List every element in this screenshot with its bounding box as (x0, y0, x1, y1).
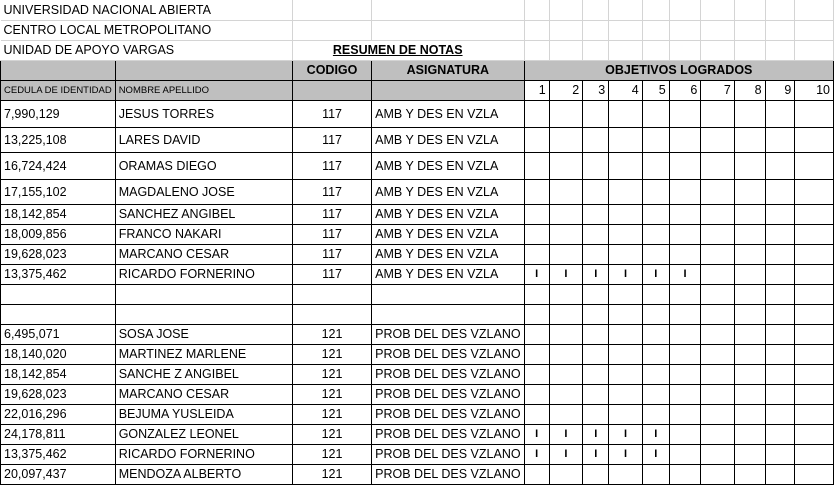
objective-mark-8 (734, 204, 765, 224)
objective-mark-8 (734, 224, 765, 244)
student-row (1, 464, 834, 484)
objective-mark-8 (734, 100, 765, 127)
objective-mark-2 (549, 364, 582, 384)
objective-mark-4 (609, 384, 642, 404)
student-row (1, 244, 834, 264)
objective-mark-2 (549, 204, 582, 224)
objective-mark-9 (765, 424, 795, 444)
cedula-cell: 24,178,811 (1, 424, 116, 444)
objective-mark-8 (734, 324, 765, 344)
objective-mark-5 (642, 324, 669, 344)
student-row (1, 127, 834, 152)
objective-mark-9 (765, 404, 795, 424)
objective-mark-8 (734, 364, 765, 384)
codigo-cell: 121 (292, 324, 371, 344)
objective-mark-3 (583, 244, 609, 264)
objective-mark-8 (734, 384, 765, 404)
cedula-cell: 13,375,462 (1, 444, 116, 464)
objective-mark-10 (795, 344, 834, 364)
objective-mark-1 (524, 100, 549, 127)
asignatura-header: ASIGNATURA (372, 60, 524, 80)
objective-number-9: 9 (765, 80, 795, 100)
asignatura-cell: AMB Y DES EN VZLA (372, 179, 524, 204)
asignatura-cell: PROB DEL DES VZLANO (372, 384, 524, 404)
objective-mark-10 (795, 364, 834, 384)
cedula-cell: 13,225,108 (1, 127, 116, 152)
objective-mark-6 (669, 364, 701, 384)
cedula-cell: 17,155,102 (1, 179, 116, 204)
objective-mark-6 (669, 464, 701, 484)
objective-number-4: 4 (609, 80, 642, 100)
objective-mark-2 (549, 464, 582, 484)
objective-mark-5 (642, 127, 669, 152)
objective-mark-5: I (642, 424, 669, 444)
objective-mark-1 (524, 127, 549, 152)
objective-mark-5 (642, 244, 669, 264)
objective-mark-1 (524, 244, 549, 264)
cedula-cell: 19,628,023 (1, 244, 116, 264)
objective-mark-2 (549, 179, 582, 204)
nombre-cell: MAGDALENO JOSE (115, 179, 292, 204)
empty-row (1, 304, 834, 324)
objective-mark-1 (524, 464, 549, 484)
codigo-cell: 117 (292, 224, 371, 244)
objective-number-6: 6 (669, 80, 701, 100)
objective-mark-1 (524, 224, 549, 244)
objective-mark-2: I (549, 264, 582, 284)
objetivos-header: OBJETIVOS LOGRADOS (524, 60, 833, 80)
objective-mark-10 (795, 127, 834, 152)
objective-mark-1 (524, 344, 549, 364)
objective-mark-9 (765, 224, 795, 244)
objective-number-8: 8 (734, 80, 765, 100)
asignatura-cell: PROB DEL DES VZLANO (372, 444, 524, 464)
objective-mark-5 (642, 464, 669, 484)
objective-mark-7 (701, 244, 734, 264)
objective-number-5: 5 (642, 80, 669, 100)
objective-mark-5: I (642, 264, 669, 284)
objective-mark-6 (669, 424, 701, 444)
objective-mark-5 (642, 364, 669, 384)
objective-mark-10 (795, 179, 834, 204)
objective-number-2: 2 (549, 80, 582, 100)
objective-mark-1: I (524, 444, 549, 464)
objective-mark-1 (524, 324, 549, 344)
objective-mark-3 (583, 127, 609, 152)
objective-mark-5 (642, 152, 669, 179)
cedula-cell: 22,016,296 (1, 404, 116, 424)
objective-mark-7 (701, 424, 734, 444)
student-row (1, 324, 834, 344)
objective-mark-6 (669, 244, 701, 264)
objective-mark-4 (609, 204, 642, 224)
asignatura-cell: PROB DEL DES VZLANO (372, 344, 524, 364)
objective-mark-5 (642, 179, 669, 204)
objective-mark-9 (765, 464, 795, 484)
student-row (1, 224, 834, 244)
objective-mark-9 (765, 384, 795, 404)
nombre-cell: SOSA JOSE (115, 324, 292, 344)
objective-mark-1: I (524, 264, 549, 284)
cedula-header: CEDULA DE IDENTIDAD (1, 80, 116, 100)
objective-mark-10 (795, 424, 834, 444)
objective-mark-9 (765, 324, 795, 344)
objective-mark-4 (609, 224, 642, 244)
objective-mark-3 (583, 384, 609, 404)
objective-mark-8 (734, 464, 765, 484)
codigo-cell: 121 (292, 444, 371, 464)
nombre-cell: ORAMAS DIEGO (115, 152, 292, 179)
objective-mark-7 (701, 127, 734, 152)
nombre-cell: FRANCO NAKARI (115, 224, 292, 244)
objective-mark-2 (549, 384, 582, 404)
objective-mark-7 (701, 364, 734, 384)
objective-mark-3 (583, 364, 609, 384)
objective-mark-3 (583, 100, 609, 127)
objective-mark-7 (701, 152, 734, 179)
local-center-name: CENTRO LOCAL METROPOLITANO (1, 20, 293, 40)
objective-mark-2: I (549, 424, 582, 444)
objective-mark-9 (765, 204, 795, 224)
objective-mark-1 (524, 179, 549, 204)
subheader-row (1, 80, 834, 100)
cedula-cell: 20,097,437 (1, 464, 116, 484)
student-row (1, 264, 834, 284)
codigo-cell: 117 (292, 127, 371, 152)
objective-mark-9 (765, 127, 795, 152)
objective-mark-2 (549, 324, 582, 344)
codigo-cell: 117 (292, 244, 371, 264)
objective-mark-1: I (524, 424, 549, 444)
objective-mark-4: I (609, 264, 642, 284)
objective-mark-4 (609, 364, 642, 384)
objective-mark-6 (669, 204, 701, 224)
objective-mark-8 (734, 179, 765, 204)
asignatura-cell: AMB Y DES EN VZLA (372, 244, 524, 264)
cedula-cell: 18,009,856 (1, 224, 116, 244)
objective-mark-3: I (583, 444, 609, 464)
asignatura-cell: PROB DEL DES VZLANO (372, 464, 524, 484)
objective-mark-3: I (583, 264, 609, 284)
objective-mark-4 (609, 464, 642, 484)
objective-number-1: 1 (524, 80, 549, 100)
nombre-cell: MARCANO CESAR (115, 244, 292, 264)
objective-mark-4 (609, 404, 642, 424)
objective-mark-1 (524, 152, 549, 179)
objective-mark-3 (583, 152, 609, 179)
student-row (1, 179, 834, 204)
objective-mark-2 (549, 404, 582, 424)
objective-mark-3 (583, 464, 609, 484)
objective-mark-5 (642, 100, 669, 127)
objective-mark-4 (609, 179, 642, 204)
objective-mark-6: I (669, 264, 701, 284)
codigo-cell: 121 (292, 404, 371, 424)
asignatura-cell: AMB Y DES EN VZLA (372, 152, 524, 179)
cedula-cell: 6,495,071 (1, 324, 116, 344)
empty-row (1, 284, 834, 304)
nombre-cell: MARTINEZ MARLENE (115, 344, 292, 364)
objective-mark-7 (701, 264, 734, 284)
codigo-cell: 121 (292, 384, 371, 404)
objective-mark-6 (669, 179, 701, 204)
objective-mark-8 (734, 244, 765, 264)
nombre-cell: SANCHEZ ANGIBEL (115, 204, 292, 224)
asignatura-cell: AMB Y DES EN VZLA (372, 204, 524, 224)
objective-mark-8 (734, 152, 765, 179)
objective-mark-8 (734, 404, 765, 424)
objective-mark-3 (583, 179, 609, 204)
student-row (1, 444, 834, 464)
cedula-cell: 7,990,129 (1, 100, 116, 127)
objective-mark-6 (669, 152, 701, 179)
nombre-cell: RICARDO FORNERINO (115, 264, 292, 284)
header-row-3 (1, 40, 834, 60)
codigo-cell: 121 (292, 364, 371, 384)
column-header-row (1, 60, 834, 80)
support-unit-name: UNIDAD DE APOYO VARGAS (1, 40, 293, 60)
objective-mark-7 (701, 224, 734, 244)
header-row-1 (1, 0, 834, 20)
objective-mark-5 (642, 344, 669, 364)
objective-mark-6 (669, 444, 701, 464)
objective-number-3: 3 (583, 80, 609, 100)
objective-mark-7 (701, 100, 734, 127)
codigo-cell: 117 (292, 100, 371, 127)
header-row-2 (1, 20, 834, 40)
objective-mark-10 (795, 152, 834, 179)
objective-mark-4 (609, 152, 642, 179)
objective-mark-2 (549, 152, 582, 179)
objective-mark-2 (549, 344, 582, 364)
objective-number-7: 7 (701, 80, 734, 100)
student-row (1, 424, 834, 444)
codigo-header: CODIGO (292, 60, 371, 80)
objective-mark-8 (734, 424, 765, 444)
objective-mark-6 (669, 224, 701, 244)
objective-mark-5 (642, 224, 669, 244)
objective-mark-5 (642, 404, 669, 424)
objective-mark-9 (765, 179, 795, 204)
student-row (1, 404, 834, 424)
objective-mark-8 (734, 344, 765, 364)
objective-mark-3 (583, 204, 609, 224)
objective-mark-9 (765, 244, 795, 264)
cedula-cell: 18,140,020 (1, 344, 116, 364)
codigo-cell: 121 (292, 464, 371, 484)
objective-mark-6 (669, 100, 701, 127)
objective-mark-7 (701, 384, 734, 404)
objective-mark-2 (549, 244, 582, 264)
student-row (1, 204, 834, 224)
nombre-cell: RICARDO FORNERINO (115, 444, 292, 464)
objective-mark-6 (669, 344, 701, 364)
cedula-cell: 18,142,854 (1, 204, 116, 224)
objective-mark-3: I (583, 424, 609, 444)
student-row (1, 100, 834, 127)
objective-mark-5: I (642, 444, 669, 464)
cedula-cell: 19,628,023 (1, 384, 116, 404)
nombre-cell: GONZALEZ LEONEL (115, 424, 292, 444)
objective-mark-3 (583, 404, 609, 424)
objective-mark-4 (609, 100, 642, 127)
objective-mark-2 (549, 224, 582, 244)
objective-mark-10 (795, 264, 834, 284)
objective-mark-8 (734, 127, 765, 152)
objective-mark-4: I (609, 444, 642, 464)
asignatura-cell: AMB Y DES EN VZLA (372, 224, 524, 244)
nombre-header: NOMBRE APELLIDO (115, 80, 292, 100)
objective-mark-1 (524, 404, 549, 424)
objective-mark-7 (701, 404, 734, 424)
objective-mark-5 (642, 384, 669, 404)
objective-mark-8 (734, 264, 765, 284)
objective-mark-3 (583, 324, 609, 344)
objective-mark-2: I (549, 444, 582, 464)
cedula-cell: 13,375,462 (1, 264, 116, 284)
codigo-cell: 117 (292, 264, 371, 284)
asignatura-cell: AMB Y DES EN VZLA (372, 264, 524, 284)
objective-mark-4: I (609, 424, 642, 444)
objective-mark-3 (583, 224, 609, 244)
objective-mark-10 (795, 244, 834, 264)
objective-mark-10 (795, 384, 834, 404)
objective-mark-2 (549, 100, 582, 127)
asignatura-cell: PROB DEL DES VZLANO (372, 324, 524, 344)
asignatura-cell: AMB Y DES EN VZLA (372, 127, 524, 152)
objective-mark-8 (734, 444, 765, 464)
objective-mark-4 (609, 324, 642, 344)
student-row (1, 344, 834, 364)
student-row (1, 364, 834, 384)
objective-mark-7 (701, 444, 734, 464)
objective-mark-1 (524, 204, 549, 224)
asignatura-cell: PROB DEL DES VZLANO (372, 364, 524, 384)
objective-mark-3 (583, 344, 609, 364)
objective-mark-10 (795, 324, 834, 344)
student-row (1, 152, 834, 179)
nombre-cell: MARCANO CESAR (115, 384, 292, 404)
objective-mark-10 (795, 224, 834, 244)
objective-mark-9 (765, 444, 795, 464)
objective-number-10: 10 (795, 80, 834, 100)
objective-mark-9 (765, 152, 795, 179)
objective-mark-2 (549, 127, 582, 152)
asignatura-cell: AMB Y DES EN VZLA (372, 100, 524, 127)
objective-mark-7 (701, 324, 734, 344)
objective-mark-6 (669, 324, 701, 344)
student-row (1, 384, 834, 404)
nombre-cell: MENDOZA ALBERTO (115, 464, 292, 484)
nombre-cell: LARES DAVID (115, 127, 292, 152)
objective-mark-4 (609, 344, 642, 364)
asignatura-cell: PROB DEL DES VZLANO (372, 404, 524, 424)
objective-mark-9 (765, 364, 795, 384)
objective-mark-5 (642, 204, 669, 224)
nombre-cell: SANCHE Z ANGIBEL (115, 364, 292, 384)
objective-mark-9 (765, 100, 795, 127)
objective-mark-7 (701, 464, 734, 484)
objective-mark-10 (795, 464, 834, 484)
objective-mark-7 (701, 344, 734, 364)
objective-mark-1 (524, 384, 549, 404)
nombre-cell: BEJUMA YUSLEIDA (115, 404, 292, 424)
objective-mark-10 (795, 444, 834, 464)
cedula-cell: 18,142,854 (1, 364, 116, 384)
cedula-cell: 16,724,424 (1, 152, 116, 179)
objective-mark-9 (765, 264, 795, 284)
objective-mark-6 (669, 404, 701, 424)
objective-mark-9 (765, 344, 795, 364)
nombre-cell: JESUS TORRES (115, 100, 292, 127)
objective-mark-10 (795, 100, 834, 127)
asignatura-cell: PROB DEL DES VZLANO (372, 424, 524, 444)
objective-mark-6 (669, 384, 701, 404)
objective-mark-7 (701, 204, 734, 224)
codigo-cell: 117 (292, 179, 371, 204)
objective-mark-4 (609, 127, 642, 152)
objective-mark-1 (524, 364, 549, 384)
codigo-cell: 117 (292, 152, 371, 179)
objective-mark-6 (669, 127, 701, 152)
codigo-cell: 121 (292, 424, 371, 444)
objective-mark-4 (609, 244, 642, 264)
objective-mark-10 (795, 404, 834, 424)
codigo-cell: 121 (292, 344, 371, 364)
report-title: RESUMEN DE NOTAS (292, 40, 524, 60)
objective-mark-7 (701, 179, 734, 204)
objective-mark-10 (795, 204, 834, 224)
codigo-cell: 117 (292, 204, 371, 224)
university-name: UNIVERSIDAD NACIONAL ABIERTA (1, 0, 293, 20)
